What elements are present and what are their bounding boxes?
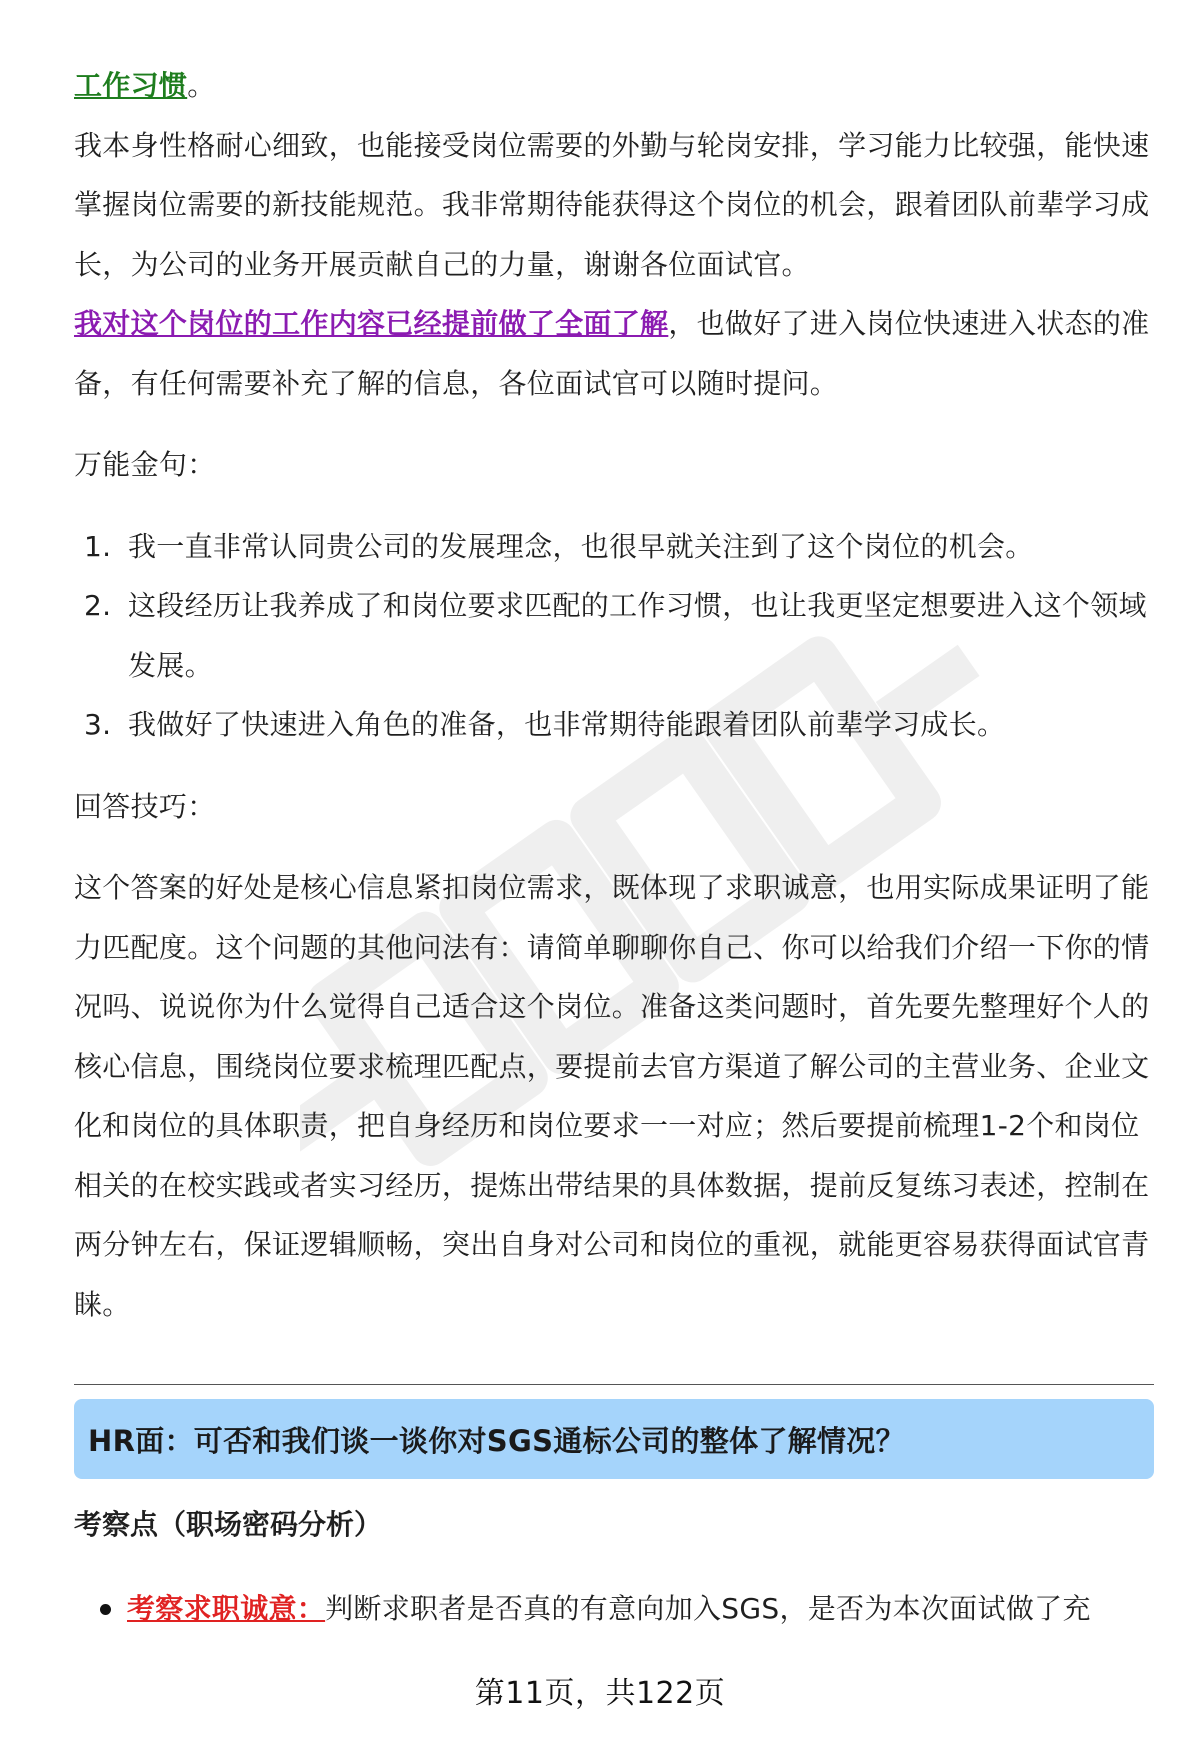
- list-text: 我一直非常认同贵公司的发展理念，也很早就关注到了这个岗位的机会。: [128, 529, 1034, 563]
- intro-prep-paragraph: [74, 294, 1154, 413]
- question-title: HR面：可否和我们谈一谈你对SGS通标公司的整体了解情况？: [88, 1423, 905, 1458]
- list-text: 这段经历让我养成了和岗位要求匹配的工作习惯，也让我更坚定想要进入这个领域发展。: [128, 589, 1147, 682]
- analysis-bullets: [74, 1579, 1154, 1639]
- intro-habit-line: [74, 56, 1154, 116]
- habit-tail: 。: [187, 69, 216, 102]
- habit-link[interactable]: 工作习惯: [74, 69, 188, 102]
- list-number: 2.: [84, 589, 112, 622]
- analysis-heading: 考察点（职场密码分析）: [74, 1508, 383, 1541]
- page-number: 第11页，共122页: [474, 1676, 726, 1711]
- golden-list: [74, 517, 1154, 755]
- list-item: [74, 695, 1154, 755]
- list-text: 我做好了快速进入角色的准备，也非常期待能跟着团队前辈学习成长。: [128, 708, 1006, 741]
- list-item: [74, 517, 1154, 577]
- prep-tail: ，也做好了进入岗位快速进入状态的准备，有任何需要补充了解的信息，各位面试官可以随时提问。: [74, 307, 1150, 400]
- list-number: 1.: [84, 529, 112, 563]
- bullet-item: [74, 1579, 1154, 1639]
- list-number: 3.: [84, 708, 112, 741]
- document-page: [74, 56, 1154, 1639]
- bullet-dot-icon: [100, 1604, 111, 1615]
- list-item: [74, 576, 1154, 695]
- section-divider: [74, 1384, 1154, 1385]
- tips-body: 这个答案的好处是核心信息紧扣岗位需求，既体现了求职诚意，也用实际成果证明了能力匹配度。这个问题的其他问法有：请简单聊聊你自己、你可以给我们介绍一下你的情况吗、说说你为什么觉得自己适合这个岗位。准备这类问题时，首先要先整理好个人的核心信息，围绕岗位要求梳理匹配点，要提前去官方渠道了解公司的主营业务、企业文化和岗位的具体职责，把自身经历和岗位要求一一对应；然后要提前梳理1-2个和岗位相关的在校实践或者实习经历，提炼出带结果的具体数据，提前反复练习表述，控制在两分钟左右，保证逻辑顺畅，突出自身对公司和岗位的重视，就能更容易获得面试官青睐。: [74, 871, 1150, 1321]
- bullet-text: 判断求职者是否真的有意向加入SGS，是否为本次面试做了充: [325, 1592, 1091, 1625]
- bullet-label-link[interactable]: 考察求职诚意：: [127, 1592, 326, 1625]
- intro-paragraph: 我本身性格耐心细致，也能接受岗位需要的外勤与轮岗安排，学习能力比较强，能快速掌握岗位需要的新技能规范。我非常期待能获得这个岗位的机会，跟着团队前辈学习成长，为公司的业务开展贡献自己的力量，谢谢各位面试官。: [74, 128, 1150, 281]
- golden-heading: 万能金句：: [74, 448, 216, 481]
- prep-link[interactable]: 我对这个岗位的工作内容已经提前做了全面了解: [74, 307, 669, 340]
- tips-heading: 回答技巧：: [74, 789, 216, 823]
- question-box: [74, 1399, 1154, 1479]
